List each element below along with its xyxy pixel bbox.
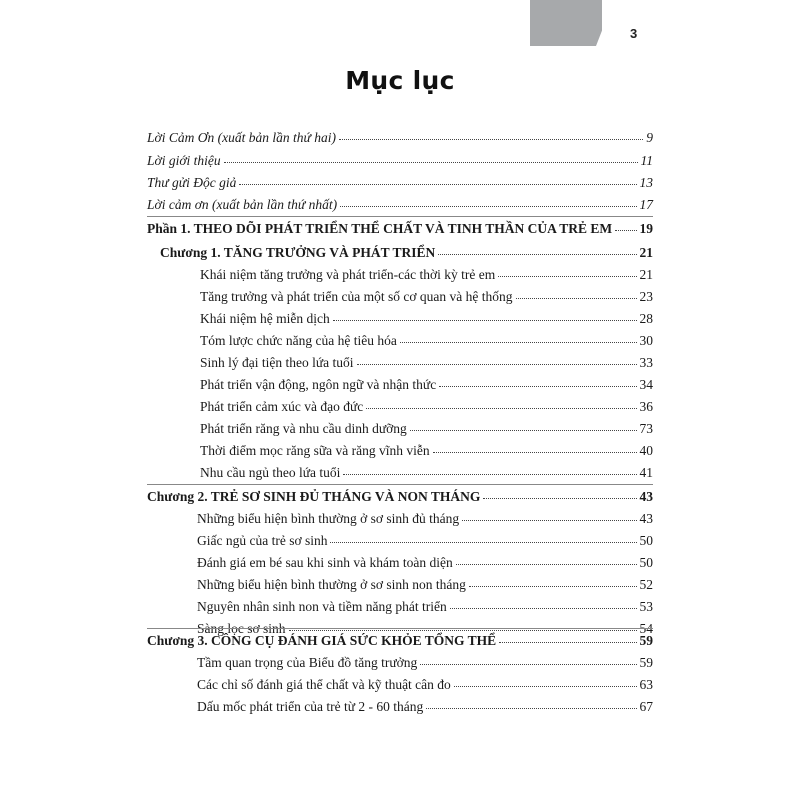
entry-page: 30 [639,333,653,348]
entry-title: Giấc ngủ của trẻ sơ sinh [197,533,328,548]
dot-leader [400,331,637,343]
toc-entry-ch2-item-3 [197,553,653,573]
toc-entry-ch3-item-1 [197,653,653,673]
entry-title: Nguyên nhân sinh non và tiềm năng phát triển [197,599,447,614]
dot-leader [333,309,637,321]
entry-title: Chương 2. TRẺ SƠ SINH ĐỦ THÁNG VÀ NON THÁNG [147,489,481,504]
dot-leader [239,173,636,185]
section-divider [147,216,653,217]
toc-entry-chapter-3 [147,631,653,651]
entry-title: Lời cảm ơn (xuất bản lần thứ nhất) [147,197,338,212]
toc-entry-chapter-2 [147,487,653,507]
dot-leader [438,243,636,255]
dot-leader [289,619,637,631]
entry-page: 17 [639,197,653,212]
entry-page: 40 [639,443,653,458]
toc-entry-front-2 [147,151,653,171]
toc-entry-ch1-item-2 [200,287,653,307]
entry-title: Những biểu hiện bình thường ở sơ sinh đủ tháng [197,511,460,526]
dot-leader [224,151,638,163]
entry-page: 34 [639,377,653,392]
toc-entry-part-1 [147,219,653,239]
entry-page: 50 [639,555,653,570]
entry-page: 43 [639,511,653,526]
entry-title: Dấu mốc phát triển của trẻ từ 2 - 60 tháng [197,699,424,714]
entry-page: 23 [639,289,653,304]
toc-entry-ch1-item-9 [200,441,653,461]
entry-title: Tóm lược chức năng của hệ tiêu hóa [200,333,397,348]
dot-leader [483,487,636,499]
dot-leader [469,575,637,587]
entry-title: Chương 3. CÔNG CỤ ĐÁNH GIÁ SỨC KHỎE TỔNG THỂ [147,633,497,648]
entry-page: 13 [639,175,653,190]
toc-entry-front-4 [147,195,653,215]
dot-leader [340,195,636,207]
toc-entry-ch1-item-1 [200,265,653,285]
section-divider [147,484,653,485]
dot-leader [454,675,637,687]
entry-title: Những biểu hiện bình thường ở sơ sinh non tháng [197,577,466,592]
toc-entry-ch1-item-7 [200,397,653,417]
entry-title: Sàng lọc sơ sinh [197,621,286,636]
entry-page: 9 [646,130,653,145]
entry-title: Thư gửi Độc giả [147,175,237,190]
entry-page: 67 [639,699,653,714]
entry-title: Nhu cầu ngủ theo lứa tuổi [200,465,341,480]
dot-leader [456,553,637,565]
entry-title: Khái niệm tăng trưởng và phát triển-các thời kỳ trẻ em [200,267,496,282]
toc-entry-ch2-item-5 [197,597,653,617]
entry-page: 43 [639,489,653,504]
dot-leader [366,397,636,409]
entry-page: 41 [639,465,653,480]
dot-leader [343,463,636,475]
toc-title: Mục lục [345,66,455,95]
entry-page: 63 [639,677,653,692]
toc-entry-ch2-item-1 [197,509,653,529]
page-number-tab [530,0,602,46]
toc-entry-ch1-item-5 [200,353,653,373]
entry-page: 59 [639,655,653,670]
dot-leader [339,128,643,140]
entry-page: 59 [639,633,653,648]
toc-entry-ch3-item-2 [197,675,653,695]
entry-page: 21 [639,267,653,282]
dot-leader [330,531,636,543]
entry-page: 33 [639,355,653,370]
entry-title: Tầm quan trọng của Biểu đồ tăng trưởng [197,655,418,670]
entry-title: Các chỉ số đánh giá thể chất và kỹ thuật cân đo [197,677,451,692]
entry-page: 50 [639,533,653,548]
entry-title: Thời điểm mọc răng sữa và răng vĩnh viễn [200,443,430,458]
dot-leader [426,697,636,709]
entry-title: Tăng trưởng và phát triển của một số cơ quan và hệ thống [200,289,513,304]
toc-entry-ch1-item-3 [200,309,653,329]
entry-title: Khái niệm hệ miễn dịch [200,311,330,326]
dot-leader [433,441,637,453]
entry-page: 21 [639,245,653,260]
toc-entry-front-1 [147,128,653,148]
dot-leader [420,653,636,665]
dot-leader [357,353,637,365]
toc-entry-ch1-item-10 [200,463,653,483]
entry-page: 28 [639,311,653,326]
entry-title: Phần 1. THEO DÕI PHÁT TRIỂN THỂ CHẤT VÀ TINH THẦN CỦA TRẺ EM [147,221,613,236]
toc-entry-front-3 [147,173,653,193]
entry-page: 11 [640,153,653,168]
entry-page: 73 [639,421,653,436]
entry-title: Chương 1. TĂNG TRƯỞNG VÀ PHÁT TRIỂN [160,245,436,260]
toc-entry-ch1-item-6 [200,375,653,395]
entry-page: 36 [639,399,653,414]
entry-title: Phát triển cảm xúc và đạo đức [200,399,364,414]
entry-page: 53 [639,599,653,614]
dot-leader [450,597,637,609]
toc-entry-ch3-item-3 [197,697,653,717]
toc-entry-ch1-item-4 [200,331,653,351]
toc-entry-chapter-1 [160,243,653,263]
dot-leader [498,265,636,277]
toc-entry-ch1-item-8 [200,419,653,439]
entry-title: Đánh giá em bé sau khi sinh và khám toàn diện [197,555,453,570]
dot-leader [462,509,636,521]
dot-leader [439,375,636,387]
entry-title: Phát triển răng và nhu cầu dinh dưỡng [200,421,407,436]
dot-leader [516,287,637,299]
entry-title: Sinh lý đại tiện theo lứa tuổi [200,355,354,370]
entry-title: Lời giới thiệu [147,153,221,168]
entry-title: Phát triển vận động, ngôn ngữ và nhận thức [200,377,437,392]
toc-entry-ch2-item-2 [197,531,653,551]
entry-page: 52 [639,577,653,592]
dot-leader [499,631,636,643]
dot-leader [410,419,637,431]
entry-page: 54 [639,621,653,636]
page-number: 3 [630,26,638,41]
page-tab-notch [596,28,610,46]
entry-page: 19 [639,221,653,236]
dot-leader [615,219,636,231]
toc-entry-ch2-item-4 [197,575,653,595]
entry-title: Lời Cảm Ơn (xuất bản lần thứ hai) [147,130,336,145]
section-divider [147,628,653,629]
